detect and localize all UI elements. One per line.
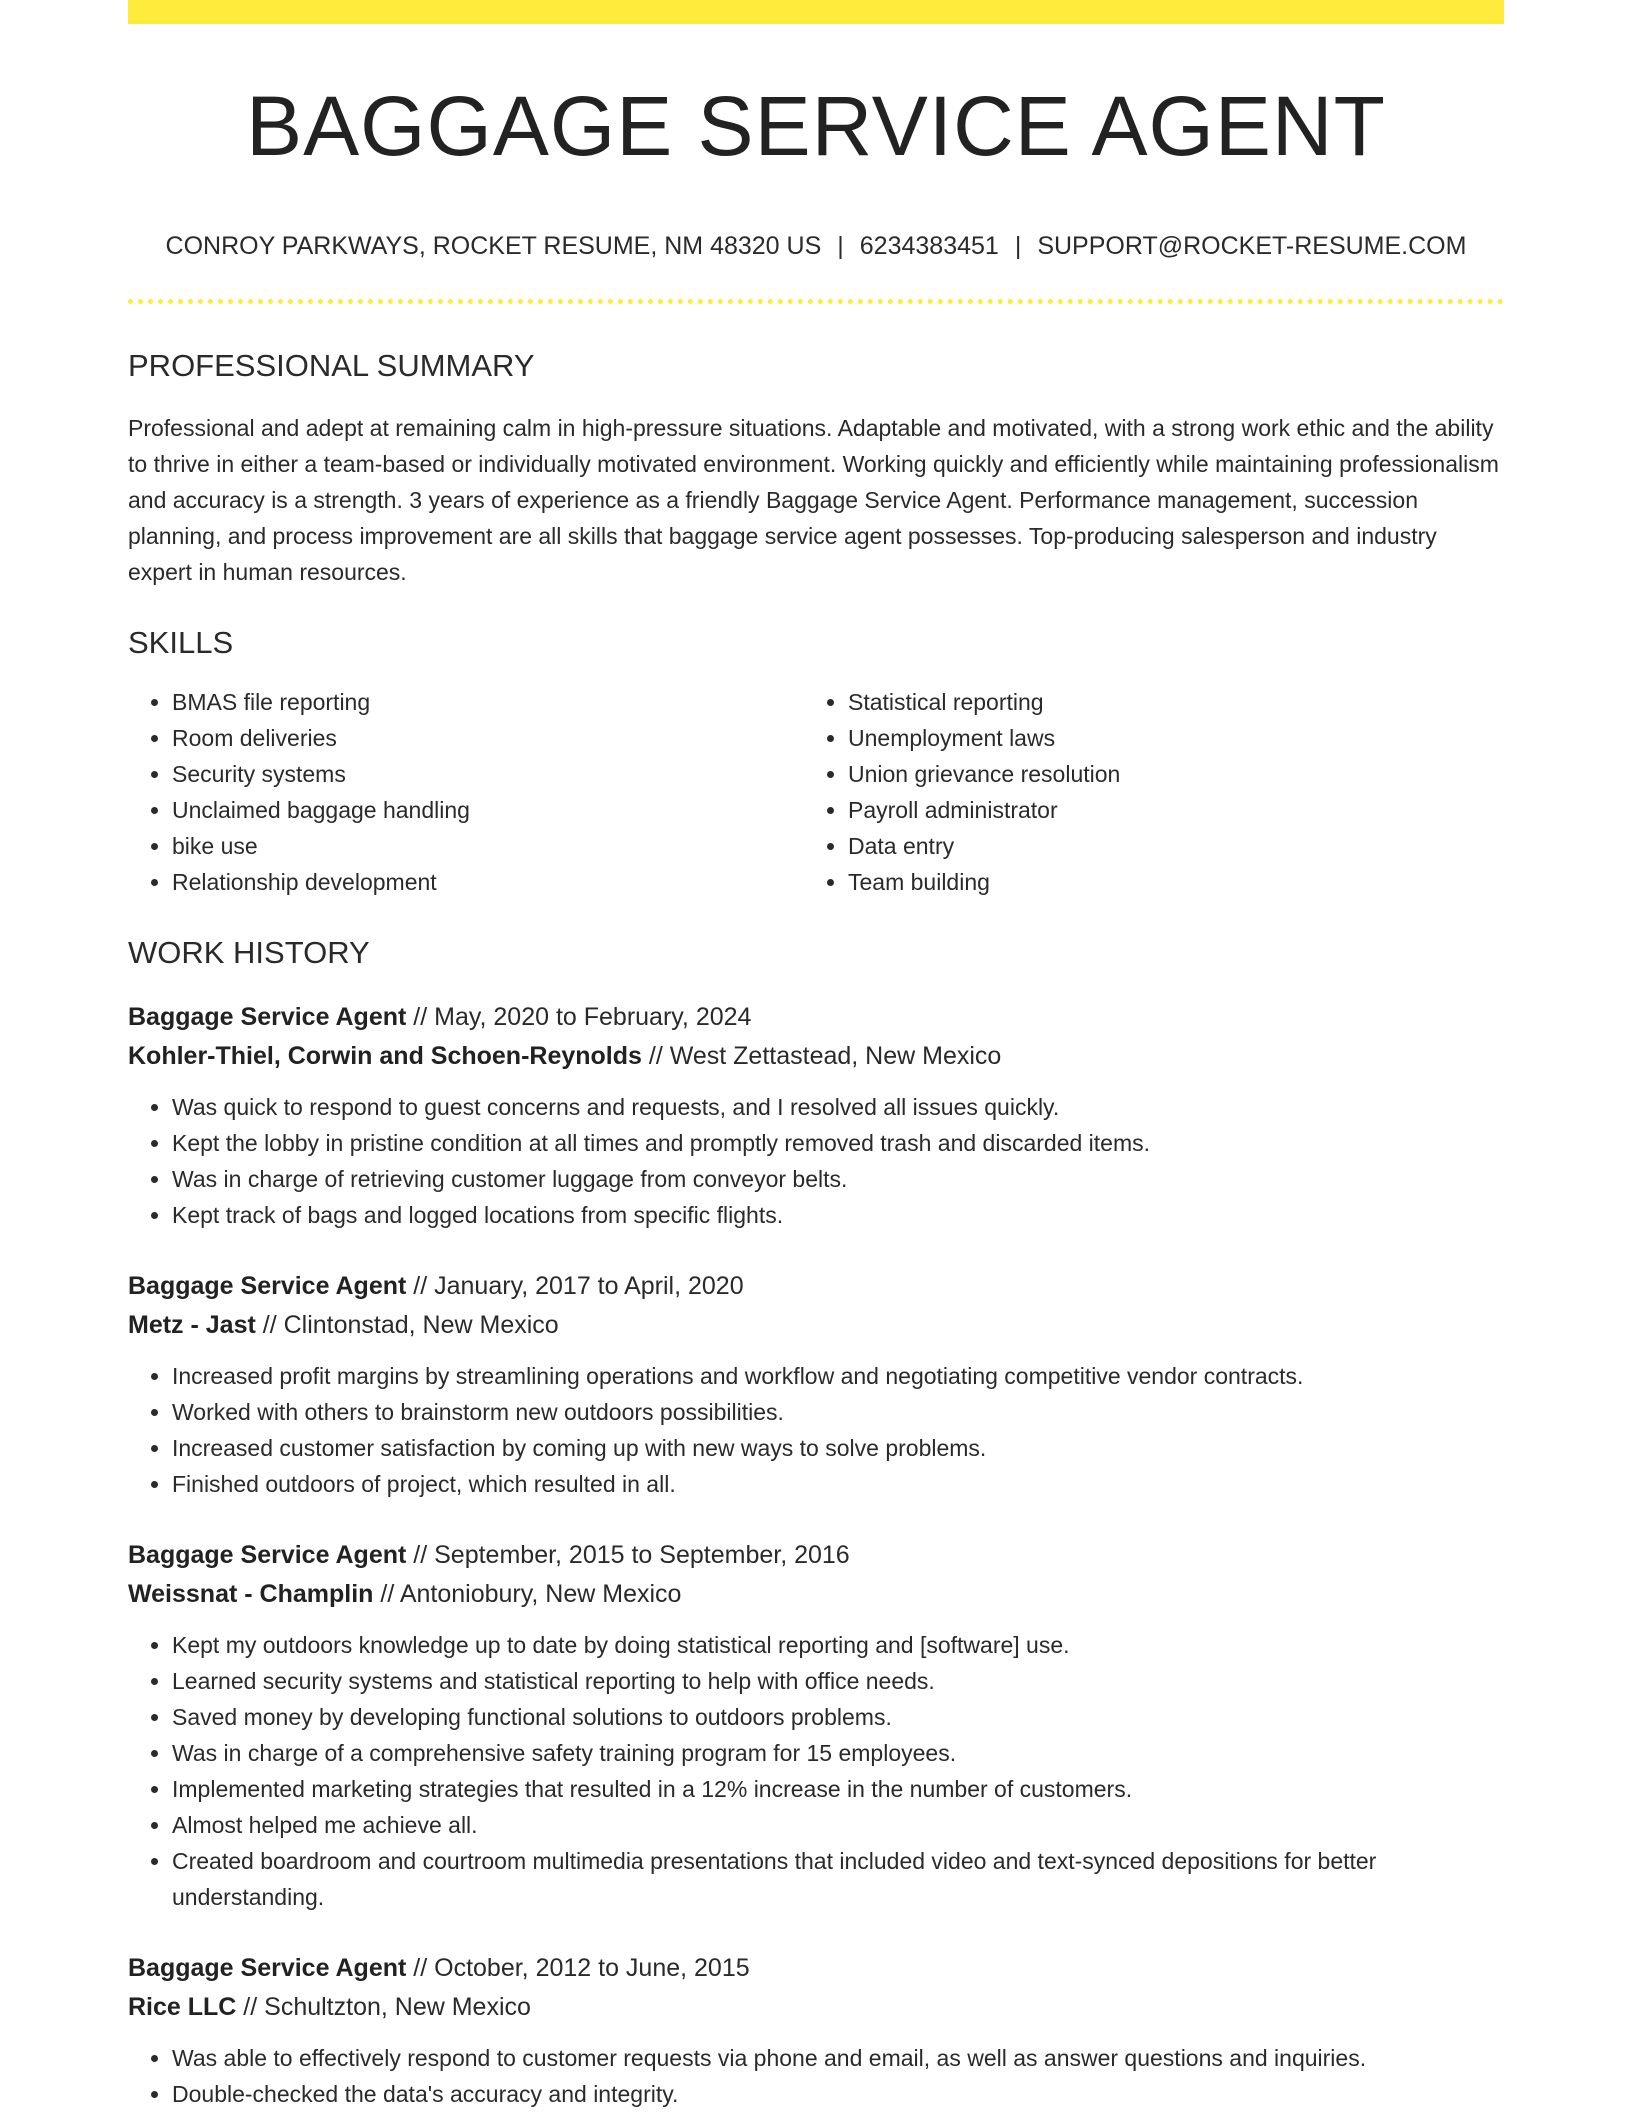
skill-item: • Unclaimed baggage handling — [172, 792, 804, 828]
job-location: // Antoniobury, New Mexico — [373, 1580, 682, 1608]
job-bullets — [128, 1627, 1504, 1915]
summary-heading: PROFESSIONAL SUMMARY — [128, 348, 535, 383]
job-bullet: • Almost helped me achieve all. — [172, 1807, 1504, 1843]
contact-address: CONROY PARKWAYS, ROCKET RESUME, NM 48320 US — [165, 232, 822, 260]
skills-column-right — [804, 684, 1480, 900]
skills-list — [128, 684, 1504, 900]
job-bullet: • Created boardroom and courtroom multimedia presentations that included video and text-synced depositions for better understanding. — [172, 1843, 1504, 1915]
job-role: Baggage Service Agent — [128, 1003, 407, 1031]
job-role-line — [128, 1267, 1504, 1306]
job-location: // West Zettastead, New Mexico — [641, 1042, 1002, 1070]
skill-item: • Payroll administrator — [848, 792, 1480, 828]
skill-item: • BMAS file reporting — [172, 684, 804, 720]
job-bullets — [128, 1089, 1504, 1233]
job-company: Metz - Jast — [128, 1311, 256, 1339]
job-role-line — [128, 1536, 1504, 1575]
job-bullet: • Double-checked the data's accuracy and integrity. — [172, 2076, 1504, 2112]
job-company-line — [128, 1037, 1504, 1076]
job-entry — [128, 1536, 1504, 1915]
skill-item: • Room deliveries — [172, 720, 804, 756]
summary-text: Professional and adept at remaining calm in high-pressure situations. Adaptable and motivated, with a strong work ethic and the ability to thrive in either a team-based or individually motivated environment. Working quickly and efficiently while maintaining professionalism and accuracy is a strength. 3 years of experience as a friendly Baggage Service Agent. Performance management, succession planning, and process improvement are all skills that baggage service agent possesses. Top-producing salesperson and industry expert in human resources. — [128, 415, 1499, 585]
job-bullet: • Kept my outdoors knowledge up to date by doing statistical reporting and [software] use. — [172, 1627, 1504, 1663]
job-role: Baggage Service Agent — [128, 1541, 407, 1569]
job-dates: // October, 2012 to June, 2015 — [406, 1954, 750, 1982]
job-bullet: • Kept track of bags and logged locations from specific flights. — [172, 1197, 1504, 1233]
accent-bar — [128, 0, 1504, 24]
job-bullet: • Increased profit margins by streamlining operations and workflow and negotiating competitive vendor contracts. — [172, 1358, 1504, 1394]
contact-separator: | — [837, 232, 844, 260]
job-entry — [128, 998, 1504, 1233]
skill-item: • Unemployment laws — [848, 720, 1480, 756]
job-bullet: • Was in charge of retrieving customer luggage from conveyor belts. — [172, 1161, 1504, 1197]
job-bullet: • Learned security systems and statistical reporting to help with office needs. — [172, 1663, 1504, 1699]
skill-item: • Team building — [848, 864, 1480, 900]
skills-heading: SKILLS — [128, 625, 234, 660]
job-dates: // January, 2017 to April, 2020 — [406, 1272, 744, 1300]
skills-column-left — [128, 684, 804, 900]
resume-title: BAGGAGE SERVICE AGENT — [246, 79, 1386, 173]
job-dates: // May, 2020 to February, 2024 — [406, 1003, 752, 1031]
skill-item: • Statistical reporting — [848, 684, 1480, 720]
job-location: // Clintonstad, New Mexico — [255, 1311, 559, 1339]
job-entry — [128, 1949, 1504, 2112]
job-company-line — [128, 1306, 1504, 1345]
skill-item: • Data entry — [848, 828, 1480, 864]
job-dates: // September, 2015 to September, 2016 — [406, 1541, 850, 1569]
job-bullet: • Kept the lobby in pristine condition at all times and promptly removed trash and discarded items. — [172, 1125, 1504, 1161]
job-bullet: • Increased customer satisfaction by coming up with new ways to solve problems. — [172, 1430, 1504, 1466]
work-history-heading: WORK HISTORY — [128, 935, 370, 970]
contact-separator: | — [1014, 232, 1022, 260]
job-role: Baggage Service Agent — [128, 1954, 407, 1982]
skill-item: • bike use — [172, 828, 804, 864]
job-bullet: • Was in charge of a comprehensive safety training program for 15 employees. — [172, 1735, 1504, 1771]
job-company: Weissnat - Champlin — [128, 1580, 374, 1608]
job-company-line — [128, 1575, 1504, 1614]
job-role-line — [128, 1949, 1504, 1988]
resume-page — [128, 0, 1504, 2112]
job-entry — [128, 1267, 1504, 1502]
skill-item: • Security systems — [172, 756, 804, 792]
job-bullets — [128, 2040, 1504, 2112]
job-company-line — [128, 1988, 1504, 2027]
job-bullet: • Finished outdoors of project, which resulted in all. — [172, 1466, 1504, 1502]
job-role-line — [128, 998, 1504, 1037]
job-role: Baggage Service Agent — [128, 1272, 407, 1300]
job-bullet: • Was able to effectively respond to customer requests via phone and email, as well as answer questions and inquiries. — [172, 2040, 1504, 2076]
job-bullet: • Was quick to respond to guest concerns and requests, and I resolved all issues quickly. — [172, 1089, 1504, 1125]
job-company: Rice LLC — [128, 1993, 237, 2021]
dotted-divider — [128, 299, 1504, 304]
skill-item: • Union grievance resolution — [848, 756, 1480, 792]
job-bullet: • Implemented marketing strategies that resulted in a 12% increase in the number of customers. — [172, 1771, 1504, 1807]
contact-line — [128, 232, 1504, 261]
skill-item: • Relationship development — [172, 864, 804, 900]
job-bullet: • Worked with others to brainstorm new outdoors possibilities. — [172, 1394, 1504, 1430]
job-bullet: • Saved money by developing functional solutions to outdoors problems. — [172, 1699, 1504, 1735]
job-company: Kohler-Thiel, Corwin and Schoen-Reynolds — [128, 1042, 642, 1070]
job-location: // Schultzton, New Mexico — [236, 1993, 531, 2021]
contact-phone: 6234383451 — [859, 232, 999, 260]
job-bullets — [128, 1358, 1504, 1502]
contact-email: SUPPORT@ROCKET-RESUME.COM — [1037, 232, 1467, 260]
